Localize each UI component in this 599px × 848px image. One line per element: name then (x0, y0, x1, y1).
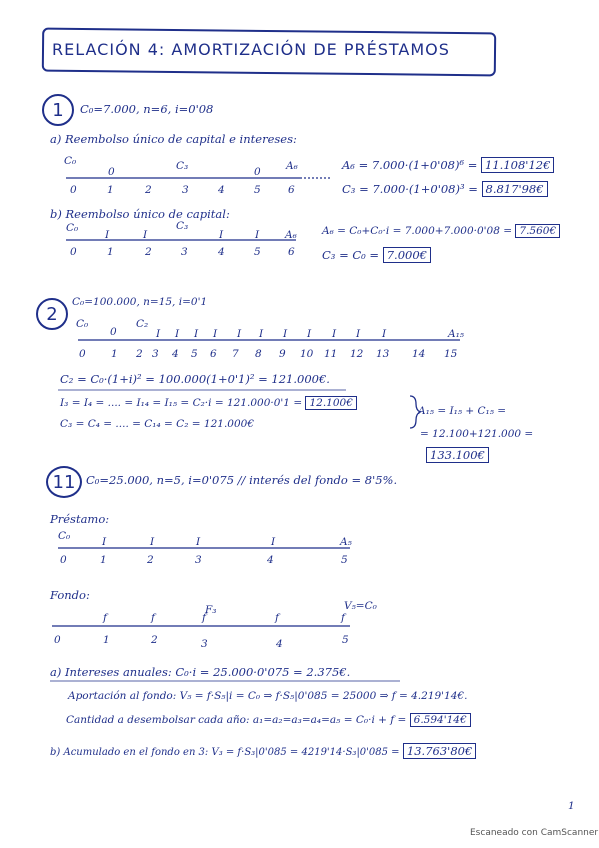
ex2-tick-6: 6 (210, 348, 217, 360)
ex1-b-tick-5: 5 (254, 246, 261, 258)
ex11-p-top-5: A₅ (340, 536, 352, 548)
ex1-b-top-i2: I (143, 229, 148, 241)
ex11-p-tick-3: 3 (195, 554, 202, 566)
ex2-eq2-text: I₃ = I₄ = .... = I₁₄ = I₁₅ = C₂·i = 121.000·0'1 = (60, 397, 303, 409)
ex1-b-label: b) Reembolso único de capital: (50, 207, 230, 221)
ex11-f-tick-2: 2 (151, 634, 158, 646)
page-number: 1 (568, 800, 575, 812)
ex1-b-eq1-text: A₆ = C₀+C₀·i = 7.000+7.000·0'08 = (322, 225, 513, 237)
ex1-a-tick-5: 5 (254, 184, 261, 196)
ex2-top-12: I (356, 328, 361, 340)
ex11-p-top-3: I (196, 536, 201, 548)
ex1-a-result-2: 8.817'98€ (482, 181, 548, 197)
ex11-f-top-2: f (151, 612, 155, 624)
ex1-data: C₀=7.000, n=6, i=0'08 (80, 102, 214, 116)
ex11-a-result: 6.594'14€ (410, 713, 471, 727)
ex11-a-line2: Aportación al fondo: V₅ = f·S₅|i = C₀ ⇒ f·S₅|0'085 = 25000 ⇒ f = 4.219'14€. (68, 690, 468, 702)
ex11-f-top-v5: V₅=C₀ (344, 600, 377, 612)
ex2-side-2: = 12.100+121.000 = (420, 428, 534, 440)
ex11-f-top-5: f (341, 612, 345, 624)
ex2-top-11: I (332, 328, 337, 340)
ex1-b-top-i1: I (105, 229, 110, 241)
ex11-p-tick-4: 4 (267, 554, 274, 566)
ex2-top-2: C₂ (136, 318, 149, 330)
ex1-a-tick-2: 2 (145, 184, 152, 196)
ex1-a-tick-3: 3 (182, 184, 189, 196)
ex11-a-line3-text: Cantidad a desembolsar cada año: a₁=a₂=a₃=a₄=a₅ = C₀·i + f = (66, 714, 407, 726)
ex11-p-top-4: I (271, 536, 276, 548)
ex1-b-result-2: 7.000€ (383, 247, 431, 263)
ex2-top-13: I (382, 328, 387, 340)
ex2-top-3: I (156, 328, 161, 340)
ex2-side-1: A₁₅ = I₁₅ + C₁₅ = (418, 405, 507, 417)
ex1-b-tick-6: 6 (288, 246, 295, 258)
ex11-data: C₀=25.000, n=5, i=0'075 // interés del fondo = 8'5%. (86, 473, 398, 487)
ex2-tick-5: 5 (191, 348, 198, 360)
exercise-number-1: 1 (42, 94, 74, 126)
page-title: RELACIÓN 4: AMORTIZACIÓN DE PRÉSTAMOS (52, 40, 450, 59)
ex11-p-tick-5: 5 (341, 554, 348, 566)
ex2-tick-8: 8 (255, 348, 262, 360)
ex1-a-top-c0: C₀ (64, 155, 77, 167)
ex1-b-top-c0: C₀ (66, 222, 79, 234)
exercise-number-11: 11 (46, 466, 82, 498)
ex2-tick-11: 11 (324, 348, 338, 360)
ex11-f-top-1: f (103, 612, 107, 624)
ex11-p-top-0: C₀ (58, 530, 71, 542)
ex11-f-tick-5: 5 (342, 634, 349, 646)
ex11-fondo-label: Fondo: (50, 588, 90, 602)
ex2-tick-12: 12 (350, 348, 364, 360)
ex11-prestamo-label: Préstamo: (50, 512, 110, 526)
ex2-side-result-value: 133.100€ (426, 447, 489, 463)
ex2-tick-2: 2 (136, 348, 143, 360)
ex2-tick-4: 4 (172, 348, 179, 360)
ex11-f-top-4: f (275, 612, 279, 624)
ex1-a-tick-1: 1 (107, 184, 114, 196)
ex11-f-tick-4: 4 (276, 638, 283, 650)
ex11-f-top-3: f (202, 612, 206, 624)
ex1-a-result-1: 11.108'12€ (481, 157, 554, 173)
ex2-eq1: C₂ = C₀·(1+i)² = 100.000(1+0'1)² = 121.000€. (60, 372, 330, 386)
ex1-a-tick-0: 0 (70, 184, 77, 196)
ex2-eq3: C₃ = C₄ = .... = C₁₄ = C₂ = 121.000€ (60, 418, 254, 430)
ex1-b-eq2-text: C₃ = C₀ = (322, 248, 380, 262)
ex2-top-0: C₀ (76, 318, 89, 330)
ex1-a-tick-6: 6 (288, 184, 295, 196)
ex11-p-top-1: I (102, 536, 107, 548)
exercise-number-2: 2 (36, 298, 68, 330)
ex2-top-14: A₁₅ (448, 328, 465, 340)
scanner-watermark: Escaneado con CamScanner (470, 828, 599, 838)
ex2-top-7: I (237, 328, 242, 340)
ex1-b-top-a6: A₆ (285, 229, 297, 241)
ex1-b-result-1: 7.560€ (515, 224, 560, 238)
ex1-b-tick-3: 3 (181, 246, 188, 258)
ex2-tick-15: 15 (444, 348, 458, 360)
ex2-tick-0: 0 (79, 348, 86, 360)
ex11-p-tick-0: 0 (60, 554, 67, 566)
ex2-top-1: 0 (110, 326, 117, 338)
ex11-f-tick-0: 0 (54, 634, 61, 646)
ex11-p-top-2: I (150, 536, 155, 548)
ex1-a-top-1: 0 (108, 166, 115, 178)
ex11-f-tick-3: 3 (201, 638, 208, 650)
ex1-b-tick-0: 0 (70, 246, 77, 258)
ex2-result-interest: 12.100€ (305, 396, 356, 410)
ex2-top-8: I (259, 328, 264, 340)
ex1-a-top-c3: C₃ (176, 160, 189, 172)
ex11-f-extra: F₃ (205, 604, 217, 616)
ex1-b-tick-1: 1 (107, 246, 114, 258)
ex11-f-tick-1: 1 (103, 634, 110, 646)
ex2-tick-9: 9 (279, 348, 286, 360)
ex11-p-tick-2: 2 (147, 554, 154, 566)
ex2-data: C₀=100.000, n=15, i=0'1 (72, 296, 208, 308)
ex2-tick-1: 1 (111, 348, 118, 360)
ex1-b-top-i5: I (255, 229, 260, 241)
ex11-b-result: 13.763'80€ (403, 743, 476, 759)
ex2-tick-3: 3 (152, 348, 159, 360)
ex1-a-eq1-text: A₆ = 7.000·(1+0'08)⁶ = (342, 158, 478, 172)
ex2-top-9: I (283, 328, 288, 340)
ex11-a-line1: a) Intereses anuales: C₀·i = 25.000·0'075 = 2.375€. (50, 665, 351, 679)
ex2-top-4: I (175, 328, 180, 340)
ex2-top-5: I (194, 328, 199, 340)
ex2-tick-14: 14 (412, 348, 426, 360)
ex1-a-label: a) Reembolso único de capital e intereses: (50, 132, 297, 146)
ex1-a-top-5: 0 (254, 166, 261, 178)
ex2-tick-7: 7 (232, 348, 239, 360)
ex1-a-top-a6: A₆ (286, 160, 298, 172)
ex11-b-line-text: b) Acumulado en el fondo en 3: V₃ = f·S₃|0'085 = 4219'14·S₃|0'085 = (50, 747, 400, 758)
ex1-b-tick-2: 2 (145, 246, 152, 258)
ex1-a-tick-4: 4 (218, 184, 225, 196)
ex1-b-top-i4: I (219, 229, 224, 241)
ex2-tick-13: 13 (376, 348, 390, 360)
ex1-a-eq2-text: C₃ = 7.000·(1+0'08)³ = (342, 182, 478, 196)
ex2-top-10: I (307, 328, 312, 340)
ex2-top-6: I (213, 328, 218, 340)
ex1-b-top-c3: C₃ (176, 220, 189, 232)
ex2-brace (410, 396, 420, 428)
ex11-p-tick-1: 1 (100, 554, 107, 566)
ex1-b-tick-4: 4 (218, 246, 225, 258)
ex2-tick-10: 10 (300, 348, 314, 360)
